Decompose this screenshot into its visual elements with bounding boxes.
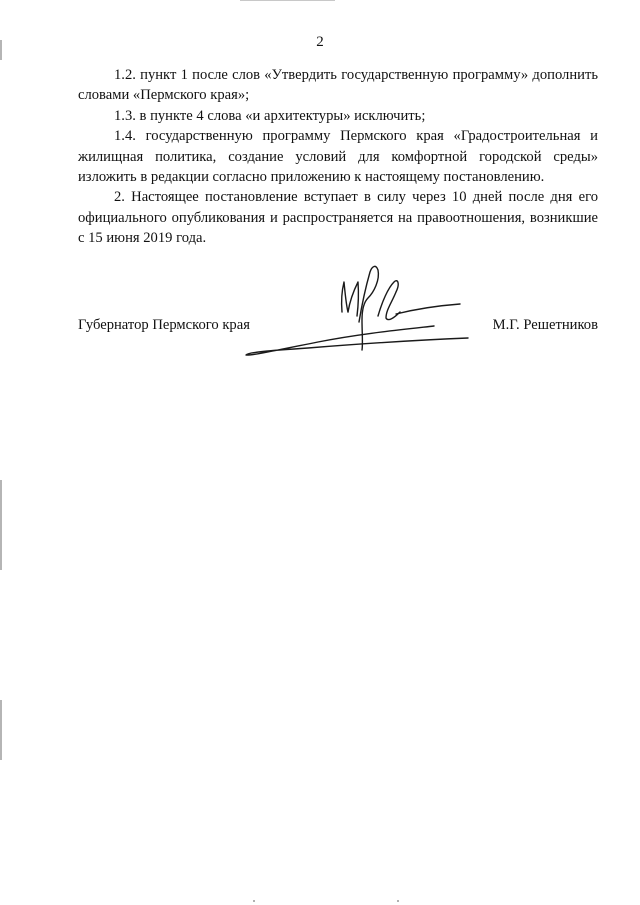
- paragraph-1-4: 1.4. государственную программу Пермского края «Градостроительная и жилищная политика, создание условий для комфортной городской среды» изложить в редакции согласно приложению к настоящему постановлению.: [78, 128, 598, 186]
- signatory-title: Губернатор Пермского края: [78, 317, 250, 333]
- page-number: 2: [316, 34, 324, 50]
- scan-speck: [397, 900, 399, 902]
- signatory-name: М.Г. Решетников: [492, 317, 598, 333]
- scan-artifact-line: [240, 0, 335, 1]
- scan-edge-mark: [0, 700, 2, 760]
- handwritten-signature: [238, 252, 478, 364]
- paragraph-2: 2. Настоящее постановление вступает в силу через 10 дней после дня его официального опубликования и распространяется на правоотношения, возникшие с 15 июня 2019 года.: [78, 189, 598, 247]
- scan-edge-mark: [0, 480, 2, 570]
- scan-speck: [253, 900, 255, 902]
- paragraph-1-2: 1.2. пункт 1 после слов «Утвердить государственную программу» дополнить словами «Пермского края»;: [78, 67, 598, 104]
- document-body: [78, 65, 598, 249]
- paragraph-1-3: 1.3. в пункте 4 слова «и архитектуры» исключить;: [114, 107, 426, 124]
